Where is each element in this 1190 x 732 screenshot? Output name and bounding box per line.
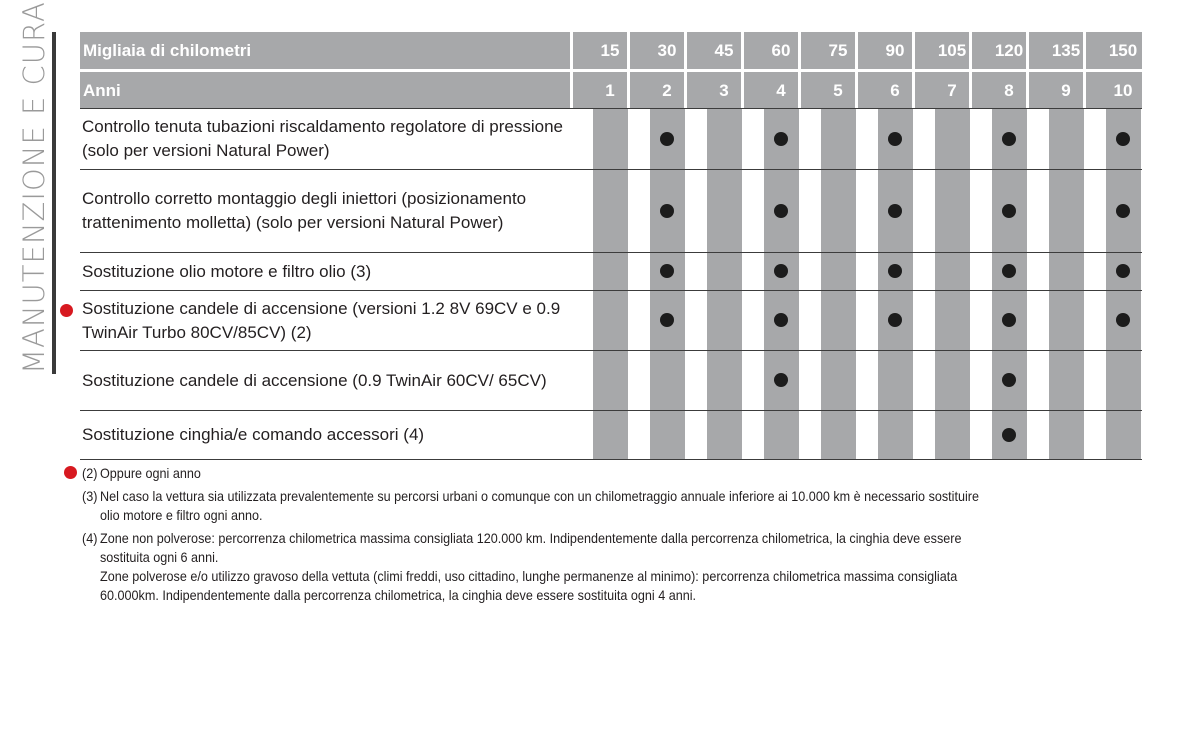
red-marker-note (64, 466, 77, 479)
service-dot (1002, 204, 1016, 218)
service-dot (1002, 313, 1016, 327)
header-km-label: Migliaia di chilometri (83, 41, 252, 60)
header-years-label: Anni (83, 81, 121, 100)
section-title: MANUTENZIONE E CURA (17, 1, 51, 374)
header-column-separator (570, 32, 573, 108)
row-description: Sostituzione candele di accensione (0.9 TwinAir 60CV/ 65CV) (82, 370, 547, 390)
service-dot (888, 132, 902, 146)
row-description: Sostituzione candele di accensione (versioni 1.2 8V 69CV e 0.9 TwinAir Turbo 80CV/85CV) (2) (82, 298, 561, 342)
footnote-text: Nel caso la vettura sia utilizzata prevalentemente su percorsi urbani o comunque con un chilometraggio annuale inferiore ai 10.000 km è necessario sostituire (100, 488, 979, 504)
footnote-text: Zone non polverose: percorrenza chilometrica massima consigliata 120.000 km. Indipendentemente dalla percorrenza chilometrica, la cinghia deve essere (100, 530, 962, 546)
service-dot (888, 313, 902, 327)
service-dot (774, 264, 788, 278)
service-dot (774, 204, 788, 218)
footnote (82, 464, 1135, 483)
header-km-value: 120 (994, 41, 1024, 60)
service-dot (1002, 428, 1016, 442)
header-year-value: 1 (605, 81, 615, 100)
row-divider (80, 459, 1142, 460)
service-dot (774, 373, 788, 387)
footnote-text: sostituita ogni 6 anni. (100, 549, 219, 565)
section-divider (52, 32, 56, 374)
row-description: Sostituzione cinghia/e comando accessori (4) (82, 425, 425, 444)
footnote (82, 487, 1135, 525)
service-dot (888, 264, 902, 278)
header-km-value: 75 (828, 41, 848, 60)
service-dot (774, 313, 788, 327)
footnote-text: olio motore e filtro ogni anno. (100, 507, 263, 523)
header-km-value: 135 (1051, 41, 1081, 60)
header-year-value: 9 (1061, 81, 1071, 100)
service-dot (774, 132, 788, 146)
header-km-value: 150 (1108, 41, 1138, 60)
footnote-text: Zone polverose e/o utilizzo gravoso della vettuta (climi freddi, uso cittadino, lunghe permanenze al minimo): percorrenza chilometrica massima consigliata (100, 568, 958, 584)
header-year-value: 8 (1004, 81, 1014, 100)
header-year-value: 7 (947, 81, 957, 100)
header-km-value: 105 (937, 41, 967, 60)
service-dot (1116, 204, 1130, 218)
service-dot (660, 132, 674, 146)
service-dot (1002, 264, 1016, 278)
service-dot (1116, 264, 1130, 278)
service-dot (660, 313, 674, 327)
header-km-value: 45 (714, 41, 734, 60)
footnote (82, 529, 1135, 605)
footnote-text: 60.000km. Indipendentemente dalla percorrenza chilometrica, la cinghia deve essere sostituita ogni 4 anni. (100, 587, 697, 603)
header-km-value: 30 (657, 41, 677, 60)
service-dot (1116, 313, 1130, 327)
service-dot (660, 264, 674, 278)
row-description: Sostituzione olio motore e filtro olio (3) (82, 261, 372, 281)
footnotes (82, 464, 1036, 609)
footnote-text: Oppure ogni anno (100, 465, 201, 481)
header-year-value: 5 (833, 81, 843, 100)
service-dot (1002, 132, 1016, 146)
header-year-value: 10 (1113, 81, 1133, 100)
footnote-number: (4) (82, 530, 98, 546)
maintenance-table (80, 32, 1142, 460)
header-year-value: 3 (719, 81, 729, 100)
header-year-value: 6 (890, 81, 900, 100)
service-dot (888, 204, 902, 218)
red-marker-row (60, 304, 73, 317)
service-dot (660, 204, 674, 218)
service-dot (1116, 132, 1130, 146)
header-km-value: 60 (771, 41, 791, 60)
footnote-number: (3) (82, 488, 98, 504)
footnote-number: (2) (82, 465, 98, 481)
service-dot (1002, 373, 1016, 387)
row-description: Controllo corretto montaggio degli iniettori (posizionamento trattenimento molletta) (solo per versioni Natural Power) (82, 189, 527, 232)
row-description: Controllo tenuta tubazioni riscaldamento regolatore di pressione (solo per versioni Natural Power) (82, 117, 564, 160)
header-year-value: 4 (776, 81, 786, 100)
header-year-value: 2 (662, 81, 672, 100)
header-km-value: 15 (600, 41, 620, 60)
header-km-value: 90 (885, 41, 905, 60)
